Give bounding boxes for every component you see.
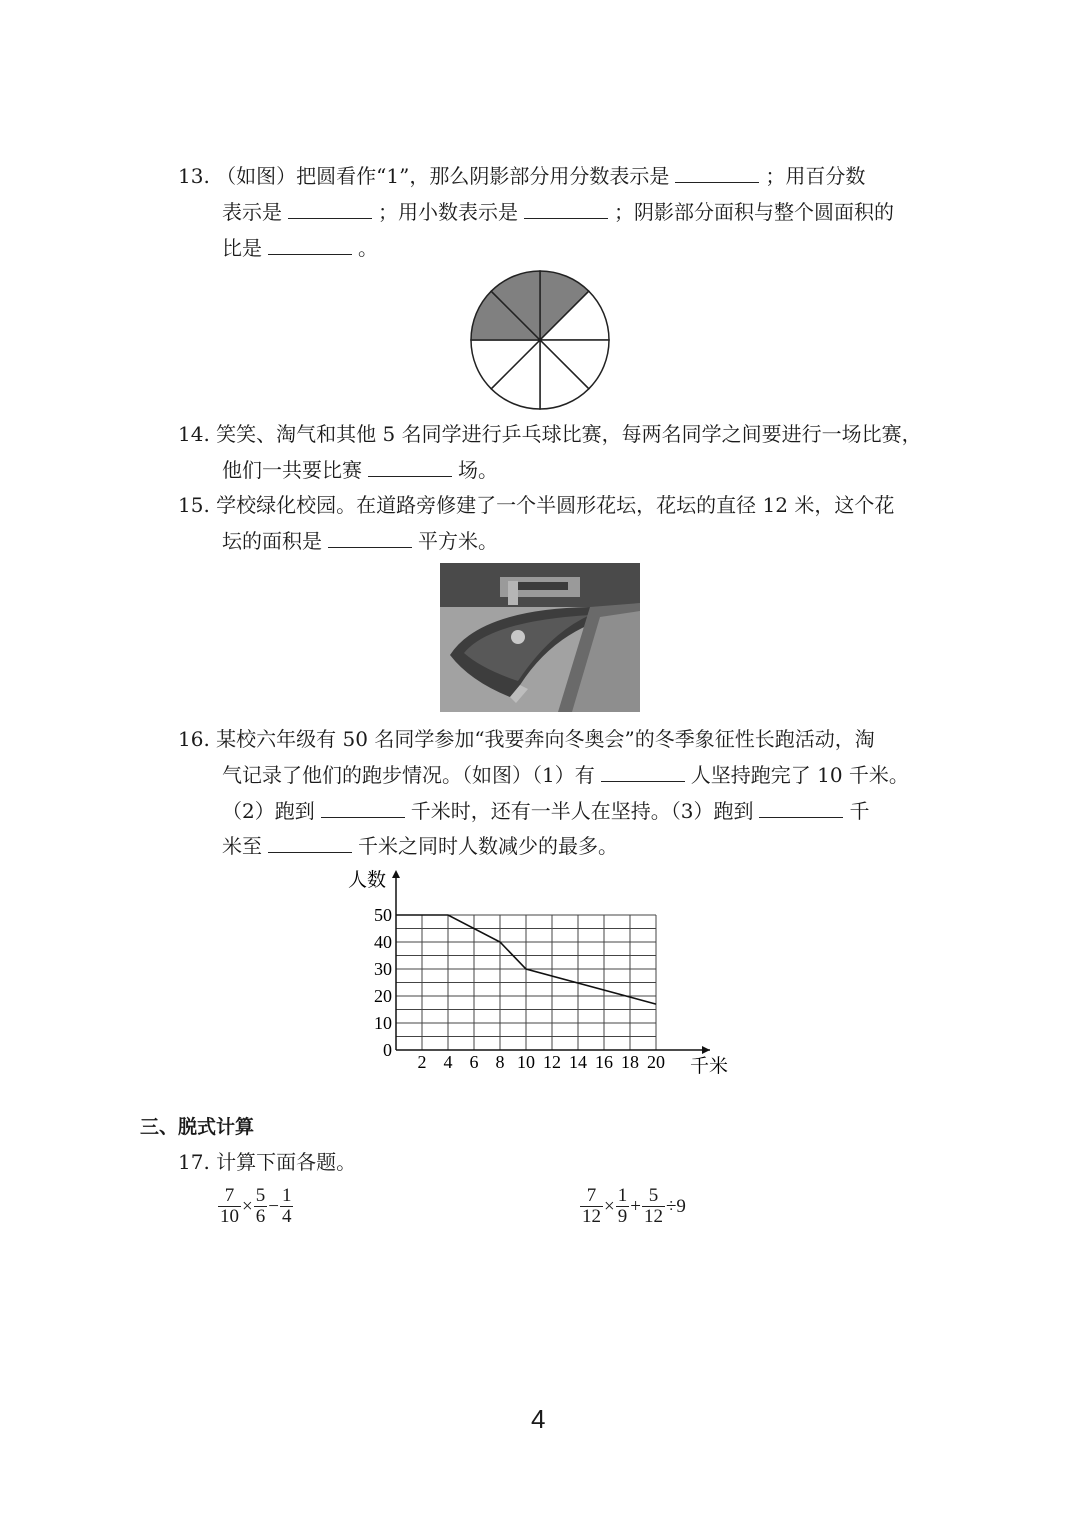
q16-blank-1[interactable]	[601, 763, 685, 782]
chart-y-tick-label: 50	[374, 905, 392, 925]
q15-blank-area[interactable]	[328, 529, 412, 548]
section-3-title: 三、脱式计算	[140, 1116, 255, 1138]
fraction	[642, 1186, 665, 1227]
q16-blank-2[interactable]	[321, 799, 405, 818]
q13-blank-decimal[interactable]	[524, 200, 608, 219]
fraction-numerator: 1	[281, 1185, 292, 1206]
chart-x-tick-label: 18	[621, 1052, 639, 1072]
q17-text: 17. 计算下面各题。	[178, 1150, 357, 1174]
fraction-numerator: 7	[580, 1186, 603, 1207]
q16-line-1	[178, 727, 875, 751]
chart-x-tick-label: 6	[469, 1052, 479, 1072]
page-number: 4	[531, 1404, 546, 1434]
chart-y-tick-label: 40	[374, 932, 392, 952]
operator: +	[630, 1195, 641, 1217]
q16-text-2: 气记录了他们的跑步情况。（如图）（1）有	[222, 763, 595, 787]
q13-line-1	[178, 164, 865, 188]
q15-text-2: 坛的面积是	[222, 529, 322, 553]
q16-line-4	[222, 834, 618, 858]
q16-line-3	[222, 799, 869, 823]
fraction	[616, 1186, 630, 1227]
fraction-denominator: 6	[255, 1206, 266, 1227]
operator: −	[268, 1195, 279, 1217]
q13-text-4: ；用小数表示是	[378, 200, 518, 224]
q16-blank-3[interactable]	[759, 799, 843, 818]
fraction-numerator: 5	[255, 1185, 266, 1206]
chart-x-tick-label: 4	[443, 1052, 453, 1072]
fraction-numerator: 1	[617, 1185, 628, 1206]
q13-blank-ratio[interactable]	[268, 236, 352, 255]
fraction-denominator: 10	[220, 1206, 239, 1227]
q13-text-7: 。	[358, 236, 378, 260]
q13-blank-fraction[interactable]	[675, 164, 759, 183]
q14-text-2: 他们一共要比赛	[222, 458, 362, 482]
chart-y-tick-label: 20	[374, 986, 392, 1006]
chart-x-tick-label: 2	[417, 1052, 427, 1072]
chart-y-tick-label: 10	[374, 1013, 392, 1033]
fraction-denominator: 12	[643, 1206, 663, 1227]
operator: ×	[242, 1195, 253, 1217]
q16-text-7: 米至	[222, 834, 262, 858]
q14-line-1	[178, 422, 922, 446]
fraction-numerator: 5	[642, 1186, 665, 1207]
q14-blank-matches[interactable]	[368, 458, 452, 477]
q13-text-6: 比是	[222, 236, 262, 260]
chart-x-tick-label: 14	[569, 1052, 587, 1072]
q15-line-1	[178, 493, 894, 517]
q14-line-2	[222, 458, 498, 482]
fraction-numerator: 7	[218, 1186, 241, 1207]
fraction-denominator: 9	[617, 1206, 628, 1227]
fraction	[218, 1186, 241, 1227]
chart-x-tick-label: 12	[543, 1052, 561, 1072]
q17-expression-2	[580, 1186, 687, 1227]
chart-xlabel: 千米	[690, 1056, 729, 1077]
fraction-denominator: 12	[582, 1206, 601, 1227]
chart-ylabel: 人数	[348, 870, 387, 891]
q16-text-1: 16. 某校六年级有 50 名同学参加“我要奔向冬奥会”的冬季象征性长跑活动，淘	[178, 727, 875, 751]
flowerbed-photo	[440, 563, 640, 712]
chart-x-tick-label: 8	[495, 1052, 505, 1072]
chart-x-tick-label: 16	[595, 1052, 613, 1072]
fraction	[580, 1186, 603, 1227]
q13-text-5: ；阴影部分面积与整个圆面积的	[614, 200, 894, 224]
chart-x-tick-label: 20	[647, 1052, 665, 1072]
fraction	[254, 1186, 268, 1227]
q16-blank-4[interactable]	[268, 834, 352, 853]
q13-line-3	[222, 236, 378, 260]
q16-text-4: （2）跑到	[222, 799, 315, 823]
q16-text-5: 千米时，还有一半人在坚持。（3）跑到	[410, 799, 754, 823]
operator: ÷9	[665, 1195, 686, 1217]
operator: ×	[604, 1195, 615, 1217]
fraction	[280, 1186, 294, 1227]
q15-line-2	[222, 529, 498, 553]
chart-y-tick-label: 0	[383, 1040, 392, 1060]
chart-x-tick-label: 10	[517, 1052, 535, 1072]
q13-line-2	[222, 200, 894, 224]
q14-text-1: 14. 笑笑、淘气和其他 5 名同学进行乒乓球比赛，每两名同学之间要进行一场比赛，	[178, 422, 922, 446]
q13-text-2: ；用百分数	[765, 164, 866, 188]
chart-x-axis-arrow	[702, 1046, 710, 1054]
q15-text-1: 15. 学校绿化校园。在道路旁修建了一个半圆形花坛，花坛的直径 12 米，这个花	[178, 493, 895, 517]
running-line-chart	[330, 862, 750, 1086]
chart-y-axis-arrow	[392, 870, 400, 878]
fraction-denominator: 4	[281, 1206, 292, 1227]
q16-line-2	[222, 763, 909, 787]
q16-text-6: 千	[849, 799, 870, 823]
q17-title	[178, 1150, 356, 1174]
q14-text-3: 场。	[458, 458, 498, 482]
chart-y-tick-label: 30	[374, 959, 392, 979]
q15-text-3: 平方米。	[418, 529, 498, 553]
q13-text-1: 13. （如图）把圆看作“1”，那么阴影部分用分数表示是	[178, 164, 670, 188]
q13-text-3: 表示是	[222, 200, 282, 224]
q13-blank-percent[interactable]	[288, 200, 372, 219]
q13-pie-figure	[468, 268, 612, 412]
q16-text-8: 千米之同时人数减少的最多。	[358, 834, 618, 858]
q17-expression-1	[218, 1186, 293, 1227]
q16-text-3: 人坚持跑完了 10 千米。	[690, 763, 909, 787]
